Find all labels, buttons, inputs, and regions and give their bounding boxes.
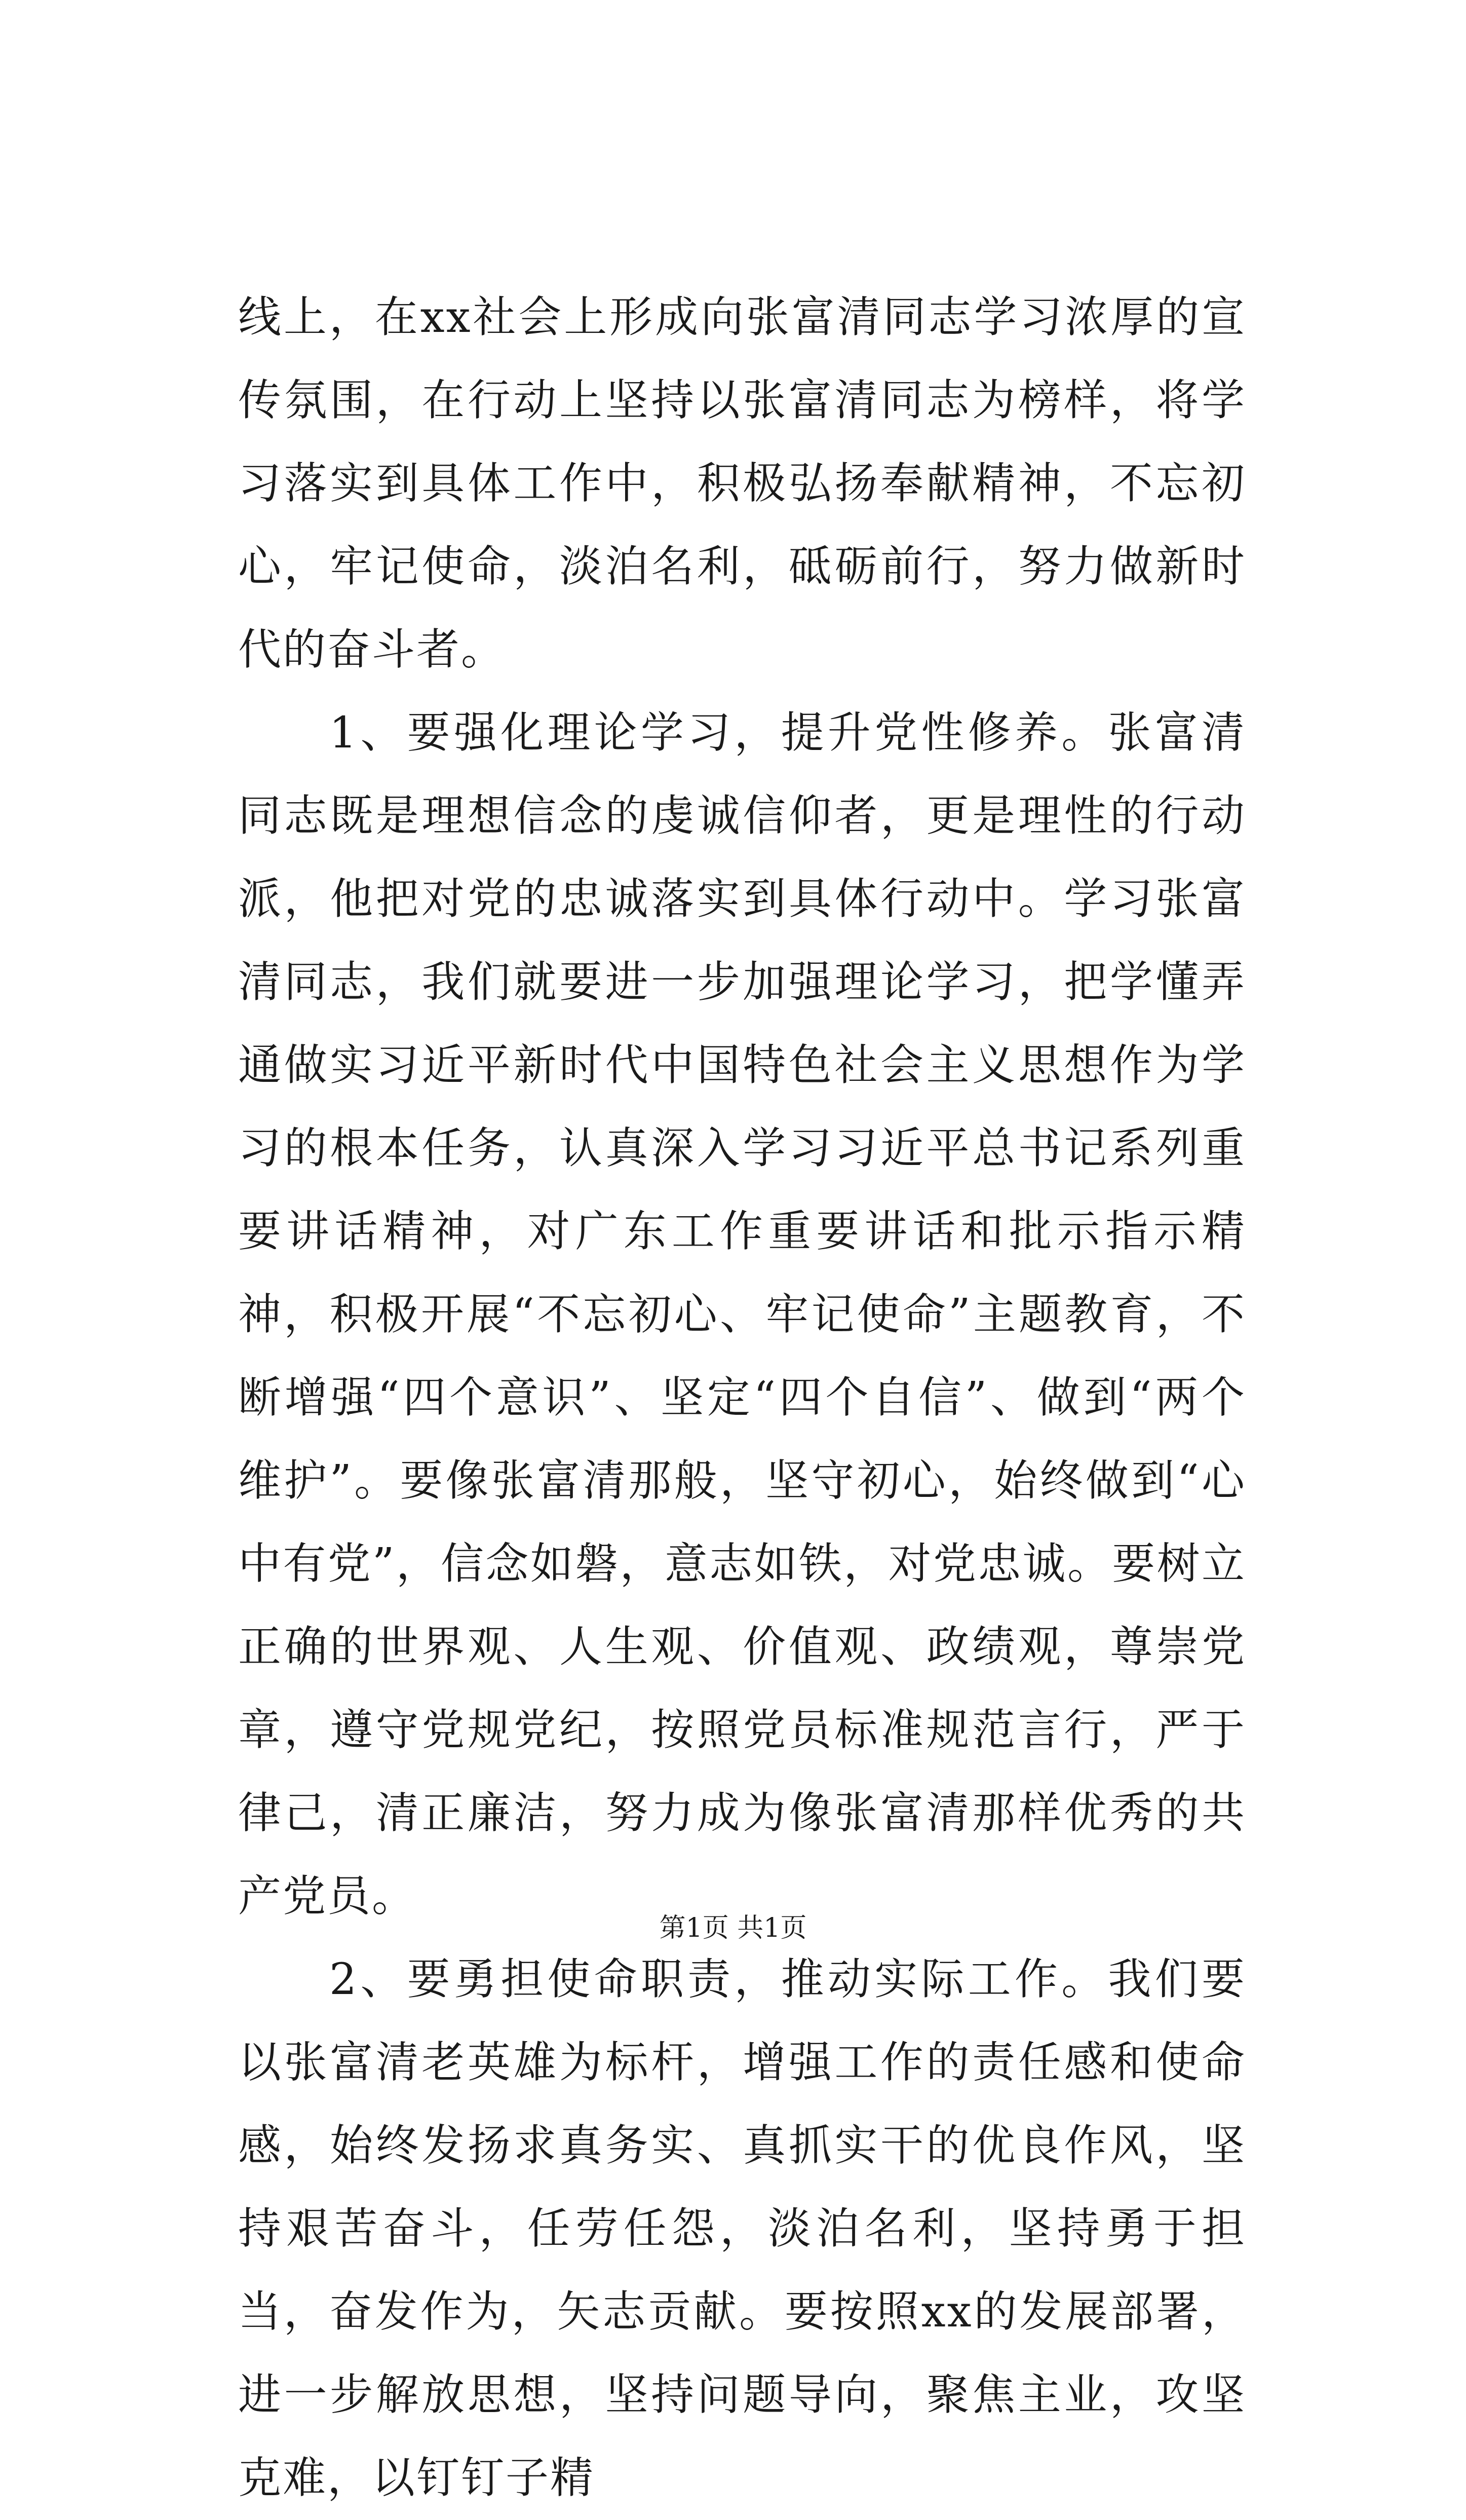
paragraph-continuation: 线上，在xx社会上形成向张富清同志学习浓厚的宣传氛围，在行动上坚持以张富清同志为榜样，将学习落实到具体工作中，积极弘扬奉献精神，不忘初心，牢记使命，淡泊名利，砥砺前行，努力做新时代的奋斗者。 [238,292,1246,675]
document-body [238,276,1246,2520]
paragraph-section-1: 1、要强化理论学习，提升党性修养。张富清同志既是理想信念的虔诚信仰者，更是理性的行动派，他把对党的忠诚落实到具体行动中。学习张富清同志，我们就要进一步加强理论学习，把学懂弄通做实习近平新时代中国特色社会主义思想作为学习的根本任务，认真深入学习习近平总书记系列重要讲话精神，对广东工作重要讲话和批示指示精神，积极开展“不忘初心、牢记使命”主题教育，不断增强“四个意识”、坚定“四个自信”、做到“两个维护”。要像张富清那般，坚守初心，始终做到“心中有党”，信念如磐，意志如铁，对党忠诚。要树立正确的世界观、人生观、价值观、政绩观，尊崇党章，遵守党规党纪，按照党员标准规范言行，严于律己，清正廉洁，努力成为像张富清那样优秀的共产党员。 [238,708,1246,1922]
paragraph-section-2: 2、要勇担使命职责，推动实际工作。我们要以张富清老英雄为标杆，增强工作的责任感和使命感，始终发扬求真务实、真抓实干的优良作风，坚持艰苦奋斗，任劳任怨，淡泊名利，坚持勇于担当，奋发作为，矢志贡献。要按照xx的发展部署，进一步解放思想，坚持问题导向，聚焦主业，攻坚克难，以钉钉子精 [238,1954,1246,2503]
page-footer: 第1页 共1页 [659,1913,807,1943]
